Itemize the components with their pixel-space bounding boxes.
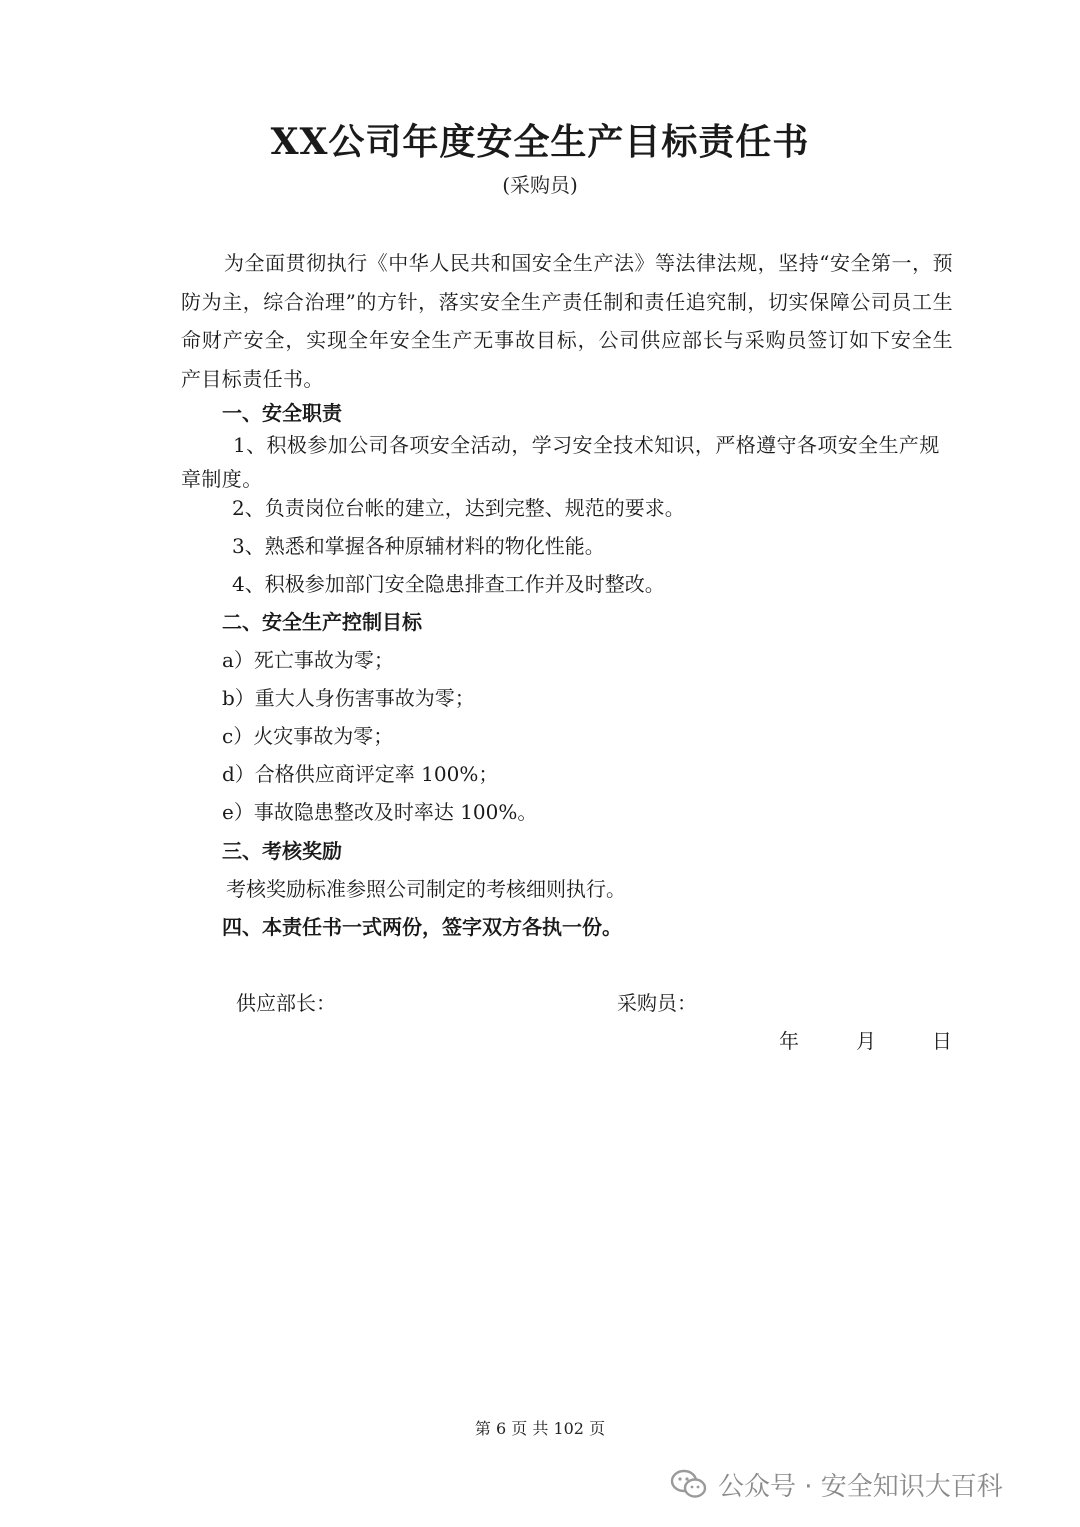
section-2-heading: 二、安全生产控制目标 bbox=[222, 610, 422, 634]
section-1-heading: 一、安全职责 bbox=[222, 401, 342, 425]
wechat-icon bbox=[670, 1468, 708, 1500]
target-item-b: b）重大人身伤害事故为零； bbox=[222, 686, 475, 710]
target-item-d: d）合格供应商评定率 100%； bbox=[222, 762, 499, 786]
document-subtitle: (采购员) bbox=[502, 173, 578, 197]
intro-paragraph: 为全面贯彻执行《中华人民共和国安全生产法》等法律法规，坚持“安全第一，预防为主，综合治理”的方针，落实安全生产责任制和责任追究制，切实保障公司员工生命财产安全，实现全年安全生产无事故目标，公司供应部长与采购员签订如下安全生产目标责任书。 bbox=[181, 251, 953, 391]
section-1-item-1: 1、积极参加公司各项安全活动，学习安全技术知识，严格遵守各项安全生产规章制度。 bbox=[181, 433, 940, 491]
date-year: 年 bbox=[779, 1029, 799, 1053]
target-item-a: a）死亡事故为零； bbox=[222, 648, 394, 672]
section-3-heading: 三、考核奖励 bbox=[222, 839, 342, 863]
section-1-item-3: 3、熟悉和掌握各种原辅材料的物化性能。 bbox=[232, 534, 605, 558]
section-4-heading: 四、本责任书一式两份，签字双方各执一份。 bbox=[222, 915, 622, 939]
watermark bbox=[670, 1464, 1003, 1504]
target-item-c: c）火灾事故为零； bbox=[222, 724, 394, 748]
date-day: 日 bbox=[932, 1029, 952, 1053]
section-3-text: 考核奖励标准参照公司制定的考核细则执行。 bbox=[226, 877, 626, 901]
date-month: 月 bbox=[856, 1029, 876, 1053]
section-1-item-2: 2、负责岗位台帐的建立，达到完整、规范的要求。 bbox=[232, 496, 685, 520]
signature-purchaser: 采购员： bbox=[617, 991, 697, 1015]
section-1-item-4: 4、积极参加部门安全隐患排查工作并及时整改。 bbox=[232, 572, 665, 596]
page-footer: 第 6 页 共 102 页 bbox=[474, 1419, 606, 1438]
target-item-e: e）事故隐患整改及时率达 100%。 bbox=[222, 800, 538, 824]
signature-supply-manager: 供应部长： bbox=[236, 991, 336, 1015]
document-title: XX公司年度安全生产目标责任书 bbox=[270, 121, 810, 163]
watermark-text: 公众号 · 安全知识大百科 bbox=[718, 1471, 1003, 1502]
